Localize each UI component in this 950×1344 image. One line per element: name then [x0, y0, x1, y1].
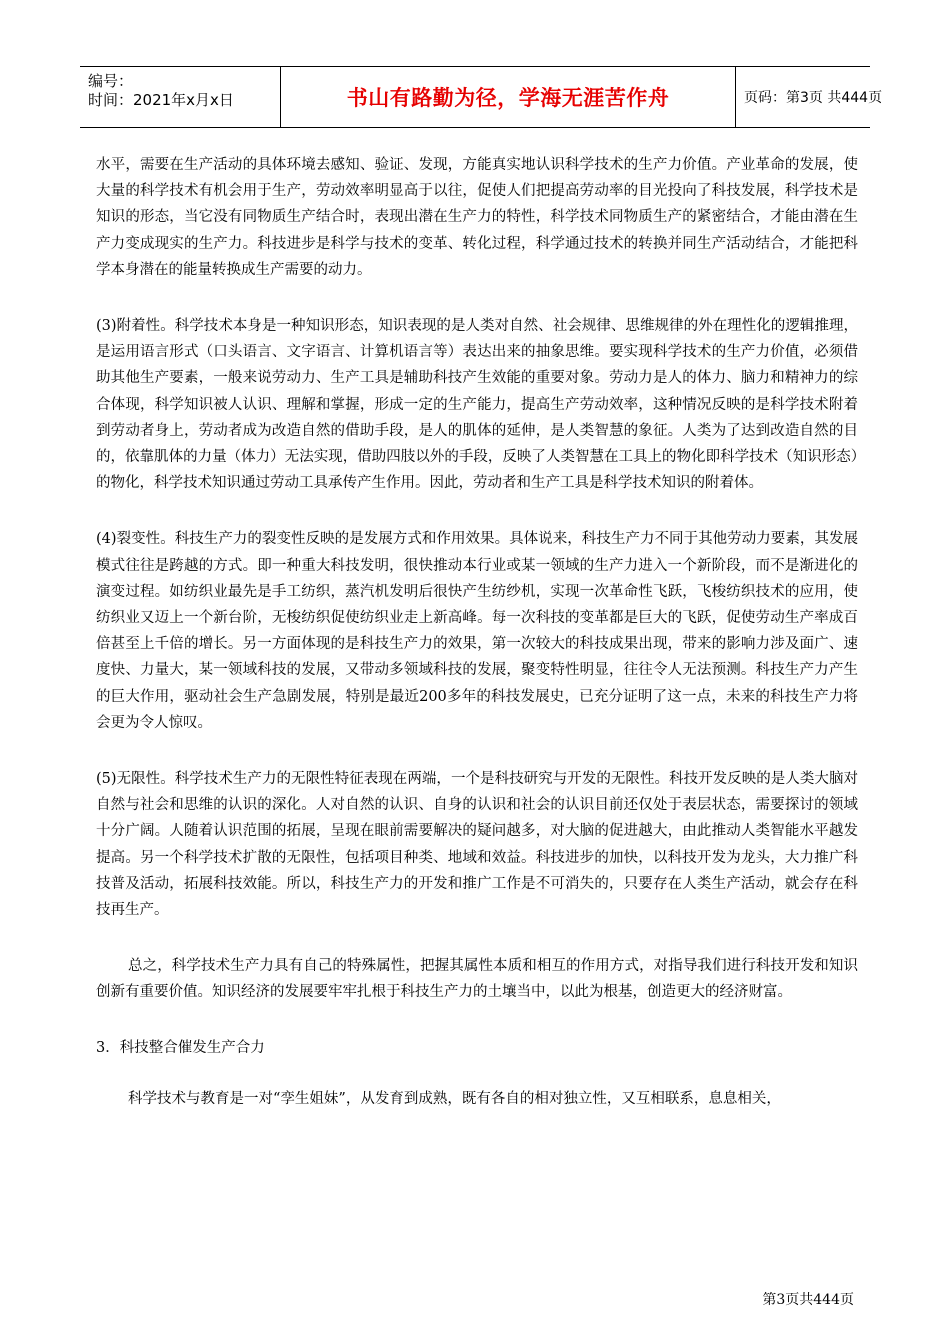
header-motto: 书山有路勤为径，学海无涯苦作舟: [346, 86, 670, 110]
document-date-label: 时间：2021年x月x日: [88, 91, 234, 109]
document-number-label: 编号：: [88, 72, 134, 90]
document-body: [96, 152, 858, 1142]
header-page-cell: [736, 67, 883, 127]
section-heading: 3．科技整合催发生产合力: [96, 1039, 265, 1056]
paragraph-education: 科学技术与教育是一对“孪生姐妹”，从发育到成熟，既有各自的相对独立性，又互相联系，息息相关，: [128, 1090, 781, 1107]
paragraph-summary: 总之，科学技术生产力具有自己的特殊属性，把握其属性本质和相互的作用方式，对指导我们进行科技开发和知识创新有重要价值。知识经济的发展要牢牢扎根于科技生产力的土壤当中，以此为根基，创造更大的经济财富。: [96, 958, 858, 1001]
paragraph-infinity: (5)无限性。科学技术生产力的无限性特征表现在两端，一个是科技研究与开发的无限性。科技开发反映的是人类大脑对自然与社会和思维的认识的深化。人对自然的认识、自身的认识和社会的认识目前还仅处于表层状态，需要探讨的领域十分广阔。人随着认识范围的拓展，呈现在眼前需要解决的疑问越多，对大脑的促进越大，由此推动人类智能水平越发提高。另一个科学技术扩散的无限性，包括项目种类、地域和效益。科技进步的加快，以科技开发为龙头，大力推广科技普及活动，拓展科技效能。所以，科技生产力的开发和推广工作是不可消失的，只要存在人类生产活动，就会存在科技再生产。: [96, 771, 858, 919]
paragraph-productivity-value: 水平，需要在生产活动的具体环境去感知、验证、发现，方能真实地认识科学技术的生产力价值。产业革命的发展，使大量的科学技术有机会用于生产，劳动效率明显高于以往，促使人们把提高劳动率的目光投向了科技发展，科学技术是知识的形态，当它没有同物质生产结合时，表现出潜在生产力的特性，科学技术同物质生产的紧密结合，才能由潜在生产力变成现实的生产力。科技进步是科学与技术的变革、转化过程，科学通过技术的转换并同生产活动结合，才能把科学本身潜在的能量转换成生产需要的动力。: [96, 157, 858, 278]
page-footer: 第3页共444页: [762, 1292, 854, 1308]
header-meta: [80, 67, 280, 127]
page-header: [80, 66, 883, 128]
paragraph-fission: (4)裂变性。科技生产力的裂变性反映的是发展方式和作用效果。具体说来，科技生产力不同于其他劳动力要素，其发展模式往往是跨越的方式。即一种重大科技发明，很快推动本行业或某一领域的生产力进入一个新阶段，而不是渐进化的演变过程。如纺织业最先是手工纺织，蒸汽机发明后很快产生纺纱机，实现一次革命性飞跃，飞梭纺织技术的应用，使纺织业又迈上一个新台阶，无梭纺织促使纺织业走上新高峰。每一次科技的变革都是巨大的飞跃，促使劳动生产率成百倍甚至上千倍的增长。另一方面体现的是科技生产力的效果，第一次较大的科技成果出现，带来的影响力涉及面广、速度快、力量大，某一领域科技的发展，又带动多领域科技的发展，聚变特性明显，往往令人无法预测。科技生产力产生的巨大作用，驱动社会生产急剧发展，特别是最近200多年的科技发展史，已充分证明了这一点，未来的科技生产力将会更为令人惊叹。: [96, 531, 858, 731]
header-motto-cell: [280, 67, 736, 127]
header-page-number: 页码：第3页 共444页: [744, 90, 883, 106]
paragraph-attachment: (3)附着性。科学技术本身是一种知识形态，知识表现的是人类对自然、社会规律、思维规律的外在理性化的逻辑推理，是运用语言形式（口头语言、文字语言、计算机语言等）表达出来的抽象思维。要实现科学技术的生产力价值，必须借助其他生产要素，一般来说劳动力、生产工具是辅助科技产生效能的重要对象。劳动力是人的体力、脑力和精神力的综合体现，科学知识被人认识、理解和掌握，形成一定的生产能力，提高生产劳动效率，这种情况反映的是科学技术附着到劳动者身上，劳动者成为改造自然的借助手段，是人的肌体的延伸，是人类智慧的象征。人类为了达到改造自然的目的，依靠肌体的力量（体力）无法实现，借助四肢以外的手段，反映了人类智慧在工具上的物化即科学技术（知识形态）的物化，科学技术知识通过劳动工具承传产生作用。因此，劳动者和生产工具是科学技术知识的附着体。: [96, 318, 858, 492]
